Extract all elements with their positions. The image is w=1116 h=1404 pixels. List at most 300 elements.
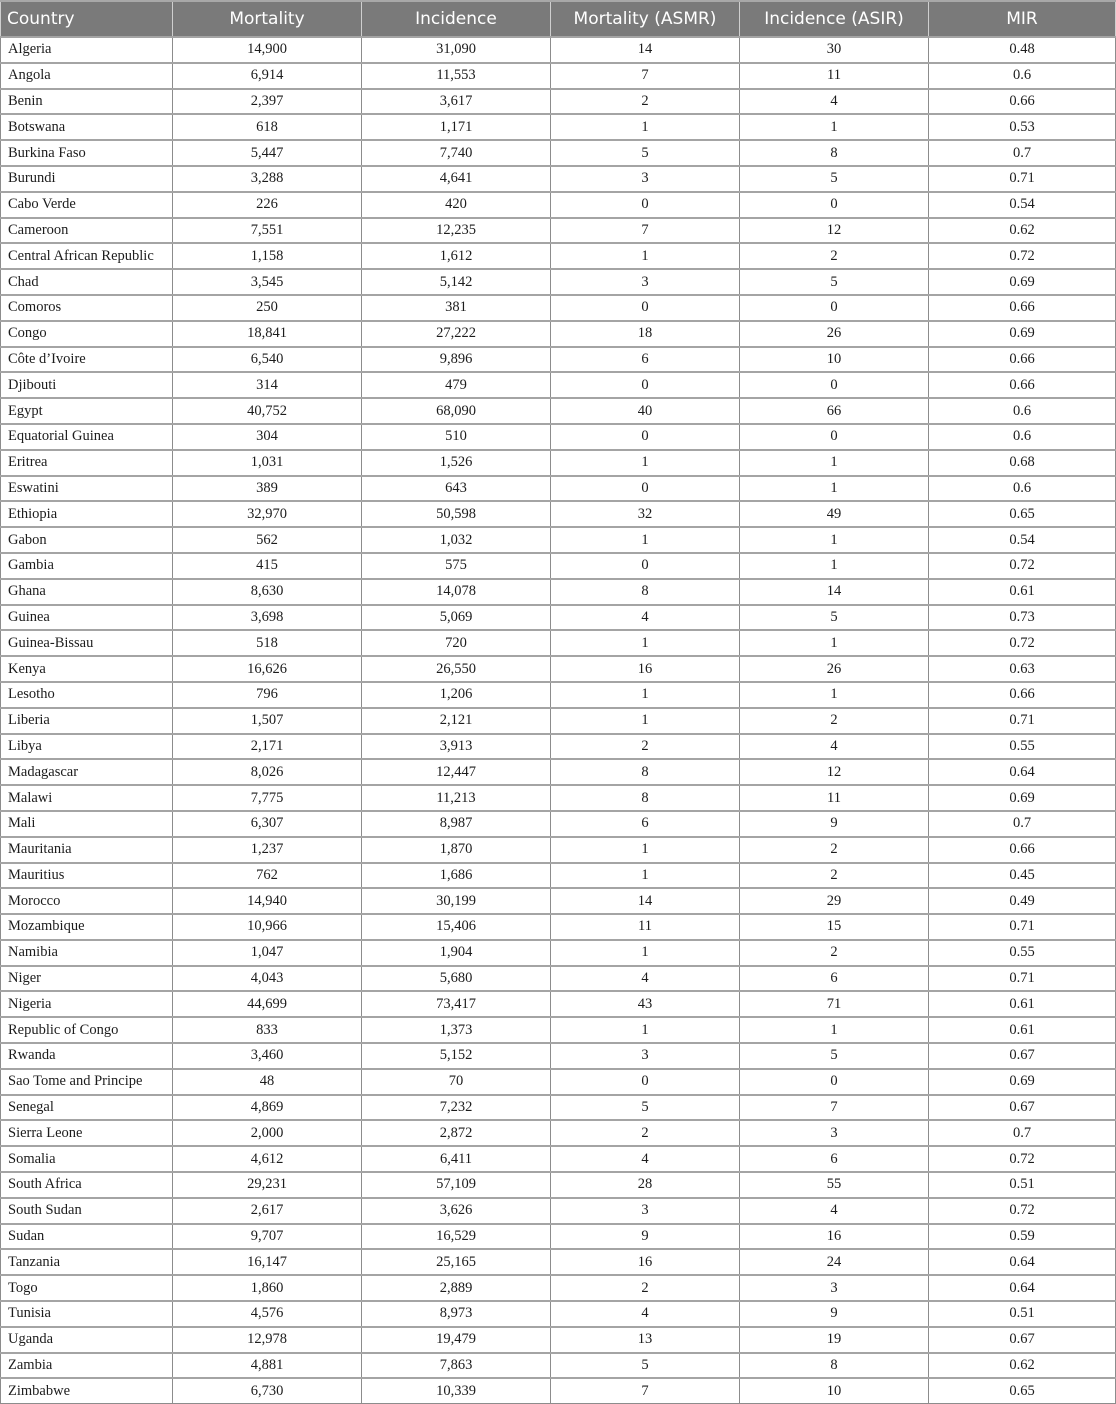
table-row <box>1 914 1116 940</box>
country-cell: Mauritius <box>1 863 173 889</box>
mir-cell: 0.64 <box>929 1249 1116 1275</box>
mortality-cell: 4,869 <box>173 1095 362 1121</box>
table-row <box>1 501 1116 527</box>
incidence-cell: 643 <box>362 476 551 502</box>
mir-cell: 0.72 <box>929 1146 1116 1172</box>
incidence-asir-cell: 55 <box>740 1172 929 1198</box>
mortality-asmr-cell: 1 <box>551 682 740 708</box>
mortality-asmr-cell: 16 <box>551 1249 740 1275</box>
country-cell: Algeria <box>1 37 173 63</box>
mortality-cell: 2,397 <box>173 89 362 115</box>
incidence-asir-cell: 10 <box>740 347 929 373</box>
table-row <box>1 966 1116 992</box>
country-cell: Tanzania <box>1 1249 173 1275</box>
mortality-cell: 2,171 <box>173 734 362 760</box>
country-cell: Sao Tome and Principe <box>1 1069 173 1095</box>
table-row <box>1 166 1116 192</box>
mir-cell: 0.59 <box>929 1224 1116 1250</box>
mortality-asmr-cell: 1 <box>551 708 740 734</box>
country-cell: Central African Republic <box>1 243 173 269</box>
mir-cell: 0.49 <box>929 888 1116 914</box>
mir-cell: 0.66 <box>929 295 1116 321</box>
mortality-asmr-cell: 1 <box>551 630 740 656</box>
mortality-cell: 415 <box>173 553 362 579</box>
incidence-cell: 19,479 <box>362 1327 551 1353</box>
table-row <box>1 114 1116 140</box>
country-cell: Liberia <box>1 708 173 734</box>
incidence-cell: 5,142 <box>362 269 551 295</box>
mir-cell: 0.7 <box>929 1120 1116 1146</box>
country-cell: Uganda <box>1 1327 173 1353</box>
country-cell: Libya <box>1 734 173 760</box>
table-row <box>1 785 1116 811</box>
mortality-asmr-cell: 5 <box>551 1353 740 1379</box>
incidence-asir-cell: 7 <box>740 1095 929 1121</box>
mortality-asmr-cell: 0 <box>551 295 740 321</box>
mortality-cell: 14,940 <box>173 888 362 914</box>
country-cell: Namibia <box>1 940 173 966</box>
incidence-asir-cell: 11 <box>740 63 929 89</box>
incidence-asir-cell: 10 <box>740 1378 929 1403</box>
incidence-asir-cell: 4 <box>740 89 929 115</box>
mortality-cell: 12,978 <box>173 1327 362 1353</box>
mortality-cell: 618 <box>173 114 362 140</box>
mortality-asmr-cell: 2 <box>551 1120 740 1146</box>
mir-cell: 0.55 <box>929 734 1116 760</box>
table-row <box>1 476 1116 502</box>
country-cell: Guinea-Bissau <box>1 630 173 656</box>
mortality-cell: 9,707 <box>173 1224 362 1250</box>
mortality-asmr-cell: 5 <box>551 140 740 166</box>
incidence-asir-cell: 5 <box>740 605 929 631</box>
mortality-cell: 14,900 <box>173 37 362 63</box>
country-cell: Kenya <box>1 656 173 682</box>
mir-cell: 0.61 <box>929 579 1116 605</box>
mir-cell: 0.45 <box>929 863 1116 889</box>
table-row <box>1 579 1116 605</box>
incidence-asir-cell: 0 <box>740 295 929 321</box>
mortality-asmr-cell: 40 <box>551 398 740 424</box>
incidence-asir-cell: 0 <box>740 372 929 398</box>
incidence-asir-cell: 30 <box>740 37 929 63</box>
country-cell: Mali <box>1 811 173 837</box>
mir-cell: 0.51 <box>929 1301 1116 1327</box>
table-row <box>1 863 1116 889</box>
country-cell: Ghana <box>1 579 173 605</box>
mir-cell: 0.62 <box>929 1353 1116 1379</box>
incidence-asir-cell: 5 <box>740 269 929 295</box>
column-header-country: Country <box>1 1 173 37</box>
mortality-asmr-cell: 6 <box>551 347 740 373</box>
incidence-asir-cell: 0 <box>740 1069 929 1095</box>
incidence-cell: 9,896 <box>362 347 551 373</box>
mortality-cell: 44,699 <box>173 991 362 1017</box>
country-cell: Congo <box>1 321 173 347</box>
table-row <box>1 424 1116 450</box>
mortality-asmr-cell: 0 <box>551 424 740 450</box>
incidence-asir-cell: 2 <box>740 243 929 269</box>
mortality-cell: 5,447 <box>173 140 362 166</box>
incidence-asir-cell: 9 <box>740 811 929 837</box>
incidence-cell: 15,406 <box>362 914 551 940</box>
mortality-cell: 1,237 <box>173 837 362 863</box>
incidence-cell: 2,889 <box>362 1275 551 1301</box>
mortality-asmr-cell: 7 <box>551 1378 740 1403</box>
mir-cell: 0.67 <box>929 1095 1116 1121</box>
incidence-asir-cell: 24 <box>740 1249 929 1275</box>
mortality-cell: 4,576 <box>173 1301 362 1327</box>
mortality-cell: 3,288 <box>173 166 362 192</box>
mortality-asmr-cell: 6 <box>551 811 740 837</box>
mortality-asmr-cell: 1 <box>551 527 740 553</box>
incidence-cell: 12,235 <box>362 218 551 244</box>
mortality-cell: 250 <box>173 295 362 321</box>
country-cell: Côte d’Ivoire <box>1 347 173 373</box>
mir-cell: 0.67 <box>929 1043 1116 1069</box>
mir-cell: 0.64 <box>929 759 1116 785</box>
table-row <box>1 1095 1116 1121</box>
incidence-cell: 1,612 <box>362 243 551 269</box>
mir-cell: 0.61 <box>929 1017 1116 1043</box>
country-cell: Gabon <box>1 527 173 553</box>
mir-cell: 0.72 <box>929 553 1116 579</box>
mortality-asmr-cell: 1 <box>551 837 740 863</box>
mortality-asmr-cell: 32 <box>551 501 740 527</box>
mortality-cell: 4,612 <box>173 1146 362 1172</box>
mortality-asmr-cell: 0 <box>551 476 740 502</box>
table-row <box>1 734 1116 760</box>
table-row <box>1 140 1116 166</box>
country-cell: Malawi <box>1 785 173 811</box>
incidence-asir-cell: 0 <box>740 192 929 218</box>
table-header <box>1 1 1116 37</box>
mir-cell: 0.66 <box>929 372 1116 398</box>
country-cell: Mozambique <box>1 914 173 940</box>
incidence-cell: 4,641 <box>362 166 551 192</box>
country-cell: Republic of Congo <box>1 1017 173 1043</box>
mir-cell: 0.73 <box>929 605 1116 631</box>
incidence-cell: 1,904 <box>362 940 551 966</box>
mortality-asmr-cell: 8 <box>551 759 740 785</box>
mortality-cell: 48 <box>173 1069 362 1095</box>
incidence-cell: 26,550 <box>362 656 551 682</box>
mortality-cell: 8,026 <box>173 759 362 785</box>
column-header-mir: MIR <box>929 1 1116 37</box>
mortality-asmr-cell: 43 <box>551 991 740 1017</box>
incidence-asir-cell: 66 <box>740 398 929 424</box>
incidence-cell: 10,339 <box>362 1378 551 1403</box>
incidence-cell: 68,090 <box>362 398 551 424</box>
table-row <box>1 89 1116 115</box>
country-cell: South Africa <box>1 1172 173 1198</box>
country-cell: Cameroon <box>1 218 173 244</box>
incidence-asir-cell: 2 <box>740 837 929 863</box>
mortality-asmr-cell: 1 <box>551 114 740 140</box>
incidence-cell: 3,913 <box>362 734 551 760</box>
mortality-asmr-cell: 14 <box>551 888 740 914</box>
incidence-cell: 12,447 <box>362 759 551 785</box>
country-cell: Djibouti <box>1 372 173 398</box>
mortality-asmr-cell: 1 <box>551 863 740 889</box>
country-cell: Niger <box>1 966 173 992</box>
table-row <box>1 398 1116 424</box>
mortality-asmr-cell: 3 <box>551 269 740 295</box>
incidence-asir-cell: 9 <box>740 1301 929 1327</box>
country-cell: Senegal <box>1 1095 173 1121</box>
incidence-asir-cell: 8 <box>740 1353 929 1379</box>
table-row <box>1 450 1116 476</box>
mir-cell: 0.54 <box>929 192 1116 218</box>
mortality-cell: 18,841 <box>173 321 362 347</box>
mir-cell: 0.6 <box>929 63 1116 89</box>
mortality-cell: 6,307 <box>173 811 362 837</box>
country-cell: Comoros <box>1 295 173 321</box>
incidence-asir-cell: 1 <box>740 476 929 502</box>
incidence-asir-cell: 3 <box>740 1120 929 1146</box>
mir-cell: 0.6 <box>929 476 1116 502</box>
incidence-cell: 575 <box>362 553 551 579</box>
incidence-asir-cell: 19 <box>740 1327 929 1353</box>
mortality-cell: 32,970 <box>173 501 362 527</box>
incidence-asir-cell: 2 <box>740 863 929 889</box>
mortality-cell: 1,158 <box>173 243 362 269</box>
incidence-cell: 6,411 <box>362 1146 551 1172</box>
country-cell: Sudan <box>1 1224 173 1250</box>
table-row <box>1 605 1116 631</box>
incidence-cell: 50,598 <box>362 501 551 527</box>
country-cell: Eritrea <box>1 450 173 476</box>
mortality-asmr-cell: 4 <box>551 605 740 631</box>
incidence-asir-cell: 1 <box>740 1017 929 1043</box>
incidence-asir-cell: 12 <box>740 218 929 244</box>
incidence-asir-cell: 2 <box>740 940 929 966</box>
incidence-asir-cell: 1 <box>740 450 929 476</box>
mortality-asmr-cell: 8 <box>551 579 740 605</box>
incidence-cell: 31,090 <box>362 37 551 63</box>
incidence-cell: 5,152 <box>362 1043 551 1069</box>
table-row <box>1 991 1116 1017</box>
mir-cell: 0.66 <box>929 682 1116 708</box>
mir-cell: 0.65 <box>929 501 1116 527</box>
incidence-asir-cell: 3 <box>740 1275 929 1301</box>
table-row <box>1 630 1116 656</box>
mortality-cell: 10,966 <box>173 914 362 940</box>
table-row <box>1 1198 1116 1224</box>
mir-cell: 0.51 <box>929 1172 1116 1198</box>
table-row <box>1 656 1116 682</box>
incidence-cell: 57,109 <box>362 1172 551 1198</box>
table-row <box>1 63 1116 89</box>
mortality-cell: 2,617 <box>173 1198 362 1224</box>
incidence-cell: 2,121 <box>362 708 551 734</box>
mir-cell: 0.69 <box>929 785 1116 811</box>
country-cell: South Sudan <box>1 1198 173 1224</box>
table-row <box>1 1069 1116 1095</box>
incidence-cell: 1,171 <box>362 114 551 140</box>
country-cell: Gambia <box>1 553 173 579</box>
incidence-asir-cell: 1 <box>740 114 929 140</box>
incidence-asir-cell: 1 <box>740 553 929 579</box>
mir-cell: 0.71 <box>929 166 1116 192</box>
incidence-cell: 2,872 <box>362 1120 551 1146</box>
mortality-asmr-cell: 7 <box>551 218 740 244</box>
mortality-asmr-cell: 4 <box>551 1146 740 1172</box>
incidence-asir-cell: 11 <box>740 785 929 811</box>
table-row <box>1 1043 1116 1069</box>
incidence-cell: 1,032 <box>362 527 551 553</box>
incidence-asir-cell: 0 <box>740 424 929 450</box>
mortality-cell: 3,460 <box>173 1043 362 1069</box>
country-cell: Somalia <box>1 1146 173 1172</box>
mir-cell: 0.55 <box>929 940 1116 966</box>
incidence-asir-cell: 16 <box>740 1224 929 1250</box>
incidence-asir-cell: 2 <box>740 708 929 734</box>
incidence-asir-cell: 4 <box>740 734 929 760</box>
table-row <box>1 759 1116 785</box>
incidence-asir-cell: 49 <box>740 501 929 527</box>
mortality-cell: 1,507 <box>173 708 362 734</box>
table-row <box>1 1146 1116 1172</box>
mortality-asmr-cell: 2 <box>551 734 740 760</box>
mir-cell: 0.48 <box>929 37 1116 63</box>
incidence-cell: 70 <box>362 1069 551 1095</box>
mortality-asmr-cell: 7 <box>551 63 740 89</box>
mortality-cell: 7,775 <box>173 785 362 811</box>
table-row <box>1 1378 1116 1403</box>
mortality-asmr-cell: 3 <box>551 1198 740 1224</box>
incidence-cell: 479 <box>362 372 551 398</box>
mir-cell: 0.72 <box>929 243 1116 269</box>
table-row <box>1 708 1116 734</box>
mir-cell: 0.6 <box>929 424 1116 450</box>
country-cell: Angola <box>1 63 173 89</box>
mortality-cell: 7,551 <box>173 218 362 244</box>
mortality-asmr-cell: 1 <box>551 940 740 966</box>
mortality-asmr-cell: 1 <box>551 243 740 269</box>
table-row <box>1 347 1116 373</box>
mortality-asmr-cell: 4 <box>551 1301 740 1327</box>
mortality-asmr-cell: 2 <box>551 1275 740 1301</box>
mir-cell: 0.53 <box>929 114 1116 140</box>
table-row <box>1 553 1116 579</box>
incidence-cell: 30,199 <box>362 888 551 914</box>
table-row <box>1 321 1116 347</box>
table-row <box>1 888 1116 914</box>
mortality-cell: 40,752 <box>173 398 362 424</box>
incidence-asir-cell: 15 <box>740 914 929 940</box>
mir-cell: 0.69 <box>929 321 1116 347</box>
table-row <box>1 682 1116 708</box>
incidence-cell: 381 <box>362 295 551 321</box>
country-cell: Equatorial Guinea <box>1 424 173 450</box>
mortality-cell: 1,047 <box>173 940 362 966</box>
mortality-asmr-cell: 11 <box>551 914 740 940</box>
table-row <box>1 837 1116 863</box>
mortality-cell: 4,881 <box>173 1353 362 1379</box>
mir-cell: 0.7 <box>929 811 1116 837</box>
mir-cell: 0.66 <box>929 837 1116 863</box>
header-row <box>1 1 1116 37</box>
mortality-cell: 1,031 <box>173 450 362 476</box>
table-row <box>1 243 1116 269</box>
incidence-cell: 1,206 <box>362 682 551 708</box>
mir-cell: 0.67 <box>929 1327 1116 1353</box>
mortality-asmr-cell: 0 <box>551 553 740 579</box>
mortality-cell: 314 <box>173 372 362 398</box>
mortality-asmr-cell: 1 <box>551 450 740 476</box>
mortality-cell: 796 <box>173 682 362 708</box>
table-row <box>1 37 1116 63</box>
mir-cell: 0.68 <box>929 450 1116 476</box>
mortality-asmr-cell: 9 <box>551 1224 740 1250</box>
mir-cell: 0.62 <box>929 218 1116 244</box>
mortality-cell: 226 <box>173 192 362 218</box>
mortality-cell: 2,000 <box>173 1120 362 1146</box>
mortality-asmr-cell: 1 <box>551 1017 740 1043</box>
mir-cell: 0.61 <box>929 991 1116 1017</box>
incidence-cell: 8,987 <box>362 811 551 837</box>
mir-cell: 0.71 <box>929 914 1116 940</box>
incidence-cell: 73,417 <box>362 991 551 1017</box>
incidence-asir-cell: 1 <box>740 630 929 656</box>
incidence-cell: 8,973 <box>362 1301 551 1327</box>
mir-cell: 0.65 <box>929 1378 1116 1403</box>
table-row <box>1 1224 1116 1250</box>
column-header-incidence-asir: Incidence (ASIR) <box>740 1 929 37</box>
country-cell: Egypt <box>1 398 173 424</box>
mortality-cell: 762 <box>173 863 362 889</box>
table-row <box>1 1353 1116 1379</box>
mortality-cell: 6,540 <box>173 347 362 373</box>
incidence-cell: 11,553 <box>362 63 551 89</box>
mortality-asmr-cell: 4 <box>551 966 740 992</box>
country-cell: Ethiopia <box>1 501 173 527</box>
table-row <box>1 192 1116 218</box>
incidence-asir-cell: 4 <box>740 1198 929 1224</box>
incidence-asir-cell: 5 <box>740 166 929 192</box>
country-cell: Benin <box>1 89 173 115</box>
mortality-cell: 6,914 <box>173 63 362 89</box>
mortality-cell: 3,698 <box>173 605 362 631</box>
mortality-asmr-cell: 3 <box>551 1043 740 1069</box>
incidence-asir-cell: 29 <box>740 888 929 914</box>
country-cell: Lesotho <box>1 682 173 708</box>
incidence-cell: 1,526 <box>362 450 551 476</box>
mortality-cell: 4,043 <box>173 966 362 992</box>
table-row <box>1 295 1116 321</box>
table-row <box>1 372 1116 398</box>
column-header-mortality-asmr: Mortality (ASMR) <box>551 1 740 37</box>
mir-cell: 0.71 <box>929 708 1116 734</box>
country-cell: Tunisia <box>1 1301 173 1327</box>
incidence-asir-cell: 26 <box>740 656 929 682</box>
incidence-asir-cell: 14 <box>740 579 929 605</box>
table-row <box>1 940 1116 966</box>
country-cell: Zambia <box>1 1353 173 1379</box>
incidence-cell: 27,222 <box>362 321 551 347</box>
incidence-cell: 7,740 <box>362 140 551 166</box>
mortality-asmr-cell: 0 <box>551 192 740 218</box>
mortality-cell: 389 <box>173 476 362 502</box>
mir-cell: 0.6 <box>929 398 1116 424</box>
table-row <box>1 527 1116 553</box>
mortality-asmr-cell: 3 <box>551 166 740 192</box>
incidence-cell: 420 <box>362 192 551 218</box>
mir-cell: 0.72 <box>929 630 1116 656</box>
column-header-incidence: Incidence <box>362 1 551 37</box>
mortality-cell: 3,545 <box>173 269 362 295</box>
mir-cell: 0.69 <box>929 1069 1116 1095</box>
